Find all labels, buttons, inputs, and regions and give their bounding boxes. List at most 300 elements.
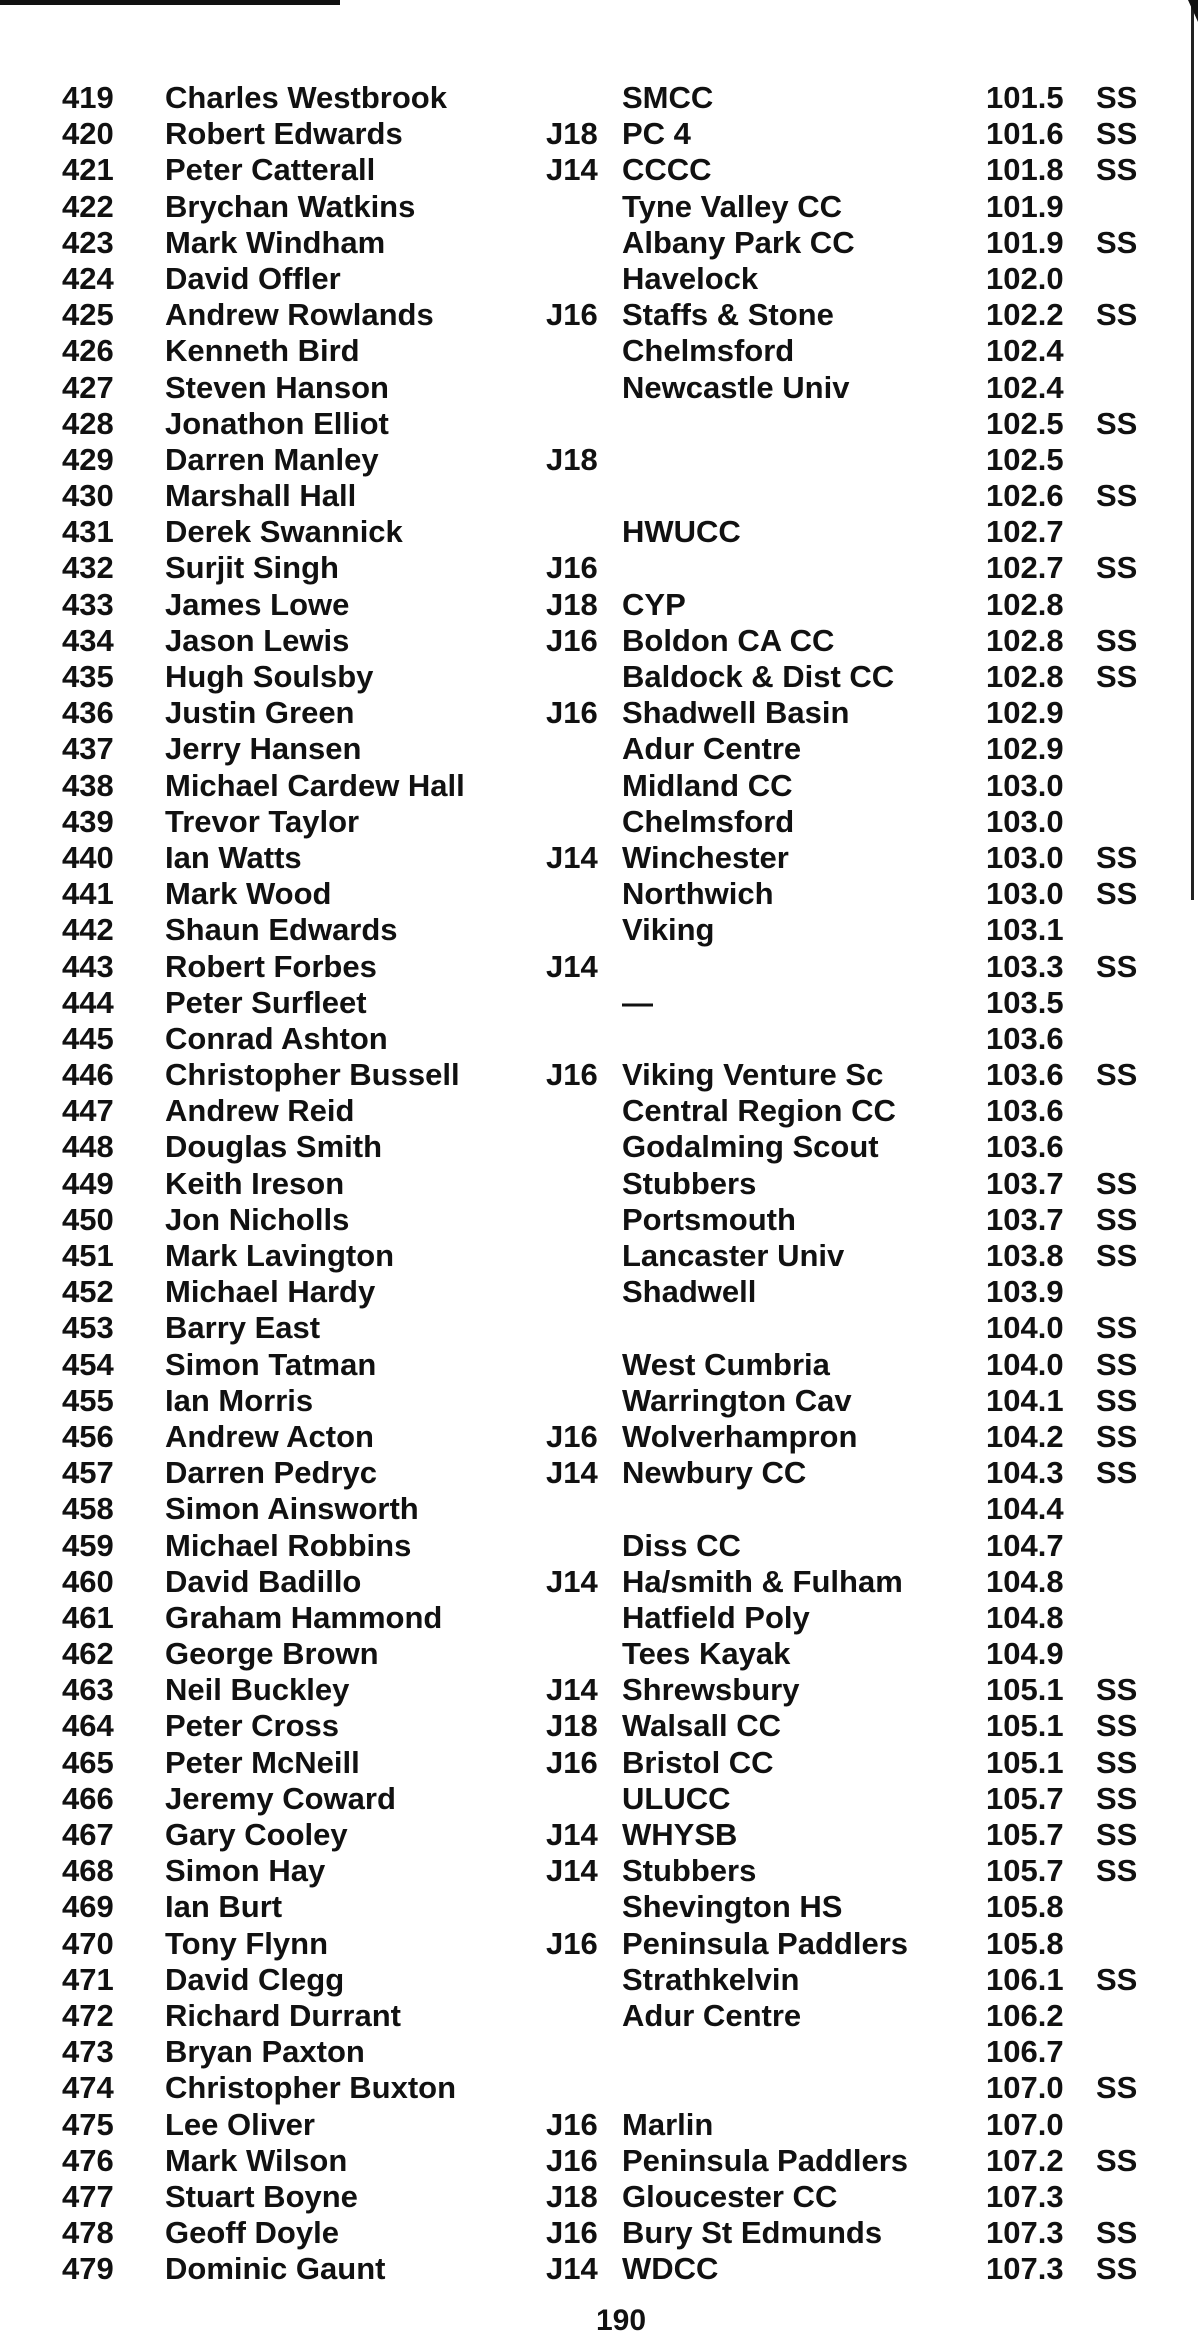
- result-time: 104.9: [986, 1636, 1064, 1672]
- age-category: J16: [546, 622, 598, 658]
- age-category: J18: [546, 116, 598, 152]
- position-number: 456: [62, 1418, 114, 1454]
- competitor-name: Trevor Taylor: [165, 803, 360, 839]
- status-flag: SS: [1096, 839, 1138, 875]
- result-time: 102.5: [986, 441, 1064, 477]
- position-number: 446: [62, 1057, 114, 1093]
- club-name: ULUCC: [622, 1780, 731, 1816]
- club-name: Shrewsbury: [622, 1672, 800, 1708]
- result-row: [0, 80, 1200, 116]
- result-row: [0, 514, 1200, 550]
- position-number: 457: [62, 1455, 114, 1491]
- result-time: 102.0: [986, 260, 1064, 296]
- position-number: 431: [62, 514, 114, 550]
- status-flag: SS: [1096, 152, 1138, 188]
- club-name: CCCC: [622, 152, 712, 188]
- position-number: 447: [62, 1093, 114, 1129]
- result-row: [0, 2143, 1200, 2179]
- result-row: [0, 1781, 1200, 1817]
- competitor-name: David Offler: [165, 260, 341, 296]
- age-category: J16: [546, 1925, 598, 1961]
- competitor-name: Peter Catterall: [165, 152, 376, 188]
- position-number: 476: [62, 2142, 114, 2178]
- competitor-name: Peter Cross: [165, 1708, 340, 1744]
- result-row: [0, 1889, 1200, 1925]
- competitor-name: Barry East: [165, 1310, 321, 1346]
- result-row: [0, 152, 1200, 188]
- club-name: HWUCC: [622, 514, 741, 550]
- position-number: 436: [62, 695, 114, 731]
- position-number: 419: [62, 80, 114, 115]
- club-name: Diss CC: [622, 1527, 741, 1563]
- corner-mark: [1188, 0, 1198, 22]
- result-time: 107.2: [986, 2142, 1064, 2178]
- club-name: Hatfield Poly: [622, 1599, 810, 1635]
- age-category: J14: [546, 948, 598, 984]
- result-row: [0, 189, 1200, 225]
- result-row: [0, 587, 1200, 623]
- result-row: [0, 1636, 1200, 1672]
- position-number: 472: [62, 1997, 114, 2033]
- club-name: Stubbers: [622, 1165, 757, 1201]
- result-row: [0, 1491, 1200, 1527]
- result-row: [0, 2251, 1200, 2287]
- age-category: J14: [546, 1672, 598, 1708]
- position-number: 479: [62, 2251, 114, 2287]
- status-flag: SS: [1096, 116, 1138, 152]
- age-category: J14: [546, 1817, 598, 1852]
- position-number: 471: [62, 1961, 114, 1997]
- result-row: [0, 1238, 1200, 1274]
- result-row: [0, 261, 1200, 297]
- competitor-name: Mark Lavington: [165, 1238, 395, 1273]
- competitor-name: Mark Wilson: [165, 2142, 348, 2178]
- result-time: 103.7: [986, 1165, 1064, 1201]
- result-time: 104.0: [986, 1346, 1064, 1382]
- result-row: [0, 1564, 1200, 1600]
- result-row: [0, 2034, 1200, 2070]
- competitor-name: Richard Durrant: [165, 1997, 401, 2033]
- competitor-name: Michael Hardy: [165, 1274, 376, 1310]
- club-name: PC 4: [622, 116, 691, 152]
- competitor-name: Dominic Gaunt: [165, 2251, 386, 2287]
- position-number: 427: [62, 369, 114, 405]
- result-row: [0, 985, 1200, 1021]
- result-time: 104.0: [986, 1310, 1064, 1346]
- position-number: 428: [62, 405, 114, 441]
- position-number: 475: [62, 2106, 114, 2142]
- result-row: [0, 912, 1200, 948]
- club-name: WHYSB: [622, 1817, 738, 1852]
- position-number: 452: [62, 1274, 114, 1310]
- club-name: —: [622, 984, 653, 1020]
- result-time: 107.3: [986, 2215, 1064, 2251]
- position-number: 425: [62, 297, 114, 333]
- age-category: J16: [546, 2142, 598, 2178]
- competitor-name: James Lowe: [165, 586, 350, 622]
- result-row: [0, 1093, 1200, 1129]
- result-time: 103.6: [986, 1020, 1064, 1056]
- result-row: [0, 623, 1200, 659]
- age-category: J16: [546, 550, 598, 586]
- position-number: 423: [62, 224, 114, 260]
- club-name: CYP: [622, 586, 686, 622]
- status-flag: SS: [1096, 1817, 1138, 1852]
- competitor-name: Michael Cardew Hall: [165, 767, 465, 803]
- club-name: Lancaster Univ: [622, 1238, 845, 1273]
- result-time: 106.7: [986, 2034, 1064, 2070]
- competitor-name: Marshall Hall: [165, 478, 357, 514]
- result-time: 104.4: [986, 1491, 1064, 1527]
- result-time: 102.6: [986, 478, 1064, 514]
- result-time: 102.2: [986, 297, 1064, 333]
- status-flag: SS: [1096, 876, 1138, 912]
- result-row: [0, 225, 1200, 261]
- age-category: J16: [546, 297, 598, 333]
- club-name: Bristol CC: [622, 1744, 774, 1780]
- result-time: 104.8: [986, 1599, 1064, 1635]
- result-row: [0, 1962, 1200, 1998]
- club-name: Tees Kayak: [622, 1636, 791, 1672]
- age-category: J14: [546, 152, 598, 188]
- club-name: Wolverhampron: [622, 1418, 858, 1454]
- status-flag: SS: [1096, 1961, 1138, 1997]
- position-number: 459: [62, 1527, 114, 1563]
- club-name: Winchester: [622, 839, 789, 875]
- result-time: 102.8: [986, 622, 1064, 658]
- competitor-name: Shaun Edwards: [165, 912, 398, 948]
- status-flag: SS: [1096, 948, 1138, 984]
- position-number: 451: [62, 1238, 114, 1273]
- result-row: [0, 1528, 1200, 1564]
- result-row: [0, 1057, 1200, 1093]
- competitor-name: Steven Hanson: [165, 369, 389, 405]
- result-time: 105.8: [986, 1925, 1064, 1961]
- position-number: 443: [62, 948, 114, 984]
- result-row: [0, 768, 1200, 804]
- top-rule: [0, 0, 340, 5]
- position-number: 474: [62, 2070, 114, 2106]
- result-row: [0, 1455, 1200, 1491]
- competitor-name: Neil Buckley: [165, 1672, 350, 1708]
- competitor-name: Jeremy Coward: [165, 1780, 396, 1816]
- competitor-name: Mark Windham: [165, 224, 386, 260]
- position-number: 455: [62, 1382, 114, 1418]
- result-row: [0, 659, 1200, 695]
- club-name: Shadwell: [622, 1274, 757, 1310]
- competitor-name: Ian Burt: [165, 1889, 283, 1925]
- position-number: 424: [62, 260, 114, 296]
- club-name: Viking: [622, 912, 715, 948]
- club-name: Peninsula Paddlers: [622, 1925, 908, 1961]
- age-category: J16: [546, 2106, 598, 2142]
- result-row: [0, 2179, 1200, 2215]
- age-category: J16: [546, 1057, 598, 1093]
- result-time: 103.1: [986, 912, 1064, 948]
- club-name: Newcastle Univ: [622, 369, 850, 405]
- result-row: [0, 1166, 1200, 1202]
- club-name: Bury St Edmunds: [622, 2215, 883, 2251]
- club-name: Godalming Scout: [622, 1129, 879, 1165]
- age-category: J14: [546, 1853, 598, 1889]
- position-number: 421: [62, 152, 114, 188]
- position-number: 462: [62, 1636, 114, 1672]
- result-row: [0, 2070, 1200, 2106]
- club-name: Peninsula Paddlers: [622, 2142, 908, 2178]
- competitor-name: Stuart Boyne: [165, 2178, 358, 2214]
- competitor-name: Ian Watts: [165, 839, 302, 875]
- status-flag: SS: [1096, 1708, 1138, 1744]
- result-row: [0, 1998, 1200, 2034]
- position-number: 466: [62, 1780, 114, 1816]
- status-flag: SS: [1096, 1780, 1138, 1816]
- competitor-name: David Clegg: [165, 1961, 345, 1997]
- status-flag: SS: [1096, 2215, 1138, 2251]
- result-row: [0, 333, 1200, 369]
- result-time: 103.7: [986, 1201, 1064, 1237]
- club-name: Chelmsford: [622, 333, 795, 369]
- status-flag: SS: [1096, 478, 1138, 514]
- age-category: J18: [546, 586, 598, 622]
- competitor-name: Simon Tatman: [165, 1346, 377, 1382]
- result-row: [0, 695, 1200, 731]
- result-time: 101.6: [986, 116, 1064, 152]
- competitor-name: Tony Flynn: [165, 1925, 329, 1961]
- competitor-name: Robert Forbes: [165, 948, 377, 984]
- competitor-name: Peter Surfleet: [165, 984, 367, 1020]
- result-time: 101.5: [986, 80, 1064, 115]
- club-name: Tyne Valley CC: [622, 188, 842, 224]
- result-row: [0, 1310, 1200, 1346]
- result-time: 107.0: [986, 2106, 1064, 2142]
- result-row: [0, 1021, 1200, 1057]
- position-number: 439: [62, 803, 114, 839]
- result-time: 102.9: [986, 731, 1064, 767]
- competitor-name: Robert Edwards: [165, 116, 403, 152]
- competitor-name: Jon Nicholls: [165, 1201, 350, 1237]
- status-flag: SS: [1096, 1057, 1138, 1093]
- result-time: 103.0: [986, 767, 1064, 803]
- competitor-name: Bryan Paxton: [165, 2034, 365, 2070]
- result-row: [0, 1274, 1200, 1310]
- result-time: 106.1: [986, 1961, 1064, 1997]
- result-time: 107.3: [986, 2178, 1064, 2214]
- result-time: 102.9: [986, 695, 1064, 731]
- position-number: 478: [62, 2215, 114, 2251]
- status-flag: SS: [1096, 297, 1138, 333]
- club-name: Havelock: [622, 260, 759, 296]
- club-name: Portsmouth: [622, 1201, 796, 1237]
- position-number: 453: [62, 1310, 114, 1346]
- competitor-name: George Brown: [165, 1636, 379, 1672]
- position-number: 426: [62, 333, 114, 369]
- status-flag: SS: [1096, 1744, 1138, 1780]
- competitor-name: Charles Westbrook: [165, 80, 447, 115]
- position-number: 437: [62, 731, 114, 767]
- age-category: J16: [546, 695, 598, 731]
- result-time: 105.7: [986, 1817, 1064, 1852]
- result-time: 103.6: [986, 1129, 1064, 1165]
- club-name: Midland CC: [622, 767, 793, 803]
- age-category: J18: [546, 1708, 598, 1744]
- result-time: 103.5: [986, 984, 1064, 1020]
- result-row: [0, 442, 1200, 478]
- position-number: 420: [62, 116, 114, 152]
- result-time: 102.7: [986, 514, 1064, 550]
- result-row: [0, 1129, 1200, 1165]
- club-name: Chelmsford: [622, 803, 795, 839]
- club-name: Newbury CC: [622, 1455, 807, 1491]
- age-category: J14: [546, 2251, 598, 2287]
- result-row: [0, 2215, 1200, 2251]
- club-name: SMCC: [622, 80, 714, 115]
- position-number: 458: [62, 1491, 114, 1527]
- competitor-name: Derek Swannick: [165, 514, 403, 550]
- status-flag: SS: [1096, 1382, 1138, 1418]
- club-name: Viking Venture Sc: [622, 1057, 884, 1093]
- result-row: [0, 550, 1200, 586]
- competitor-name: Michael Robbins: [165, 1527, 412, 1563]
- age-category: J16: [546, 1418, 598, 1454]
- status-flag: SS: [1096, 1418, 1138, 1454]
- competitor-name: Surjit Singh: [165, 550, 339, 586]
- result-time: 107.0: [986, 2070, 1064, 2106]
- competitor-name: Simon Ainsworth: [165, 1491, 419, 1527]
- result-row: [0, 1926, 1200, 1962]
- result-time: 105.1: [986, 1672, 1064, 1708]
- status-flag: SS: [1096, 1455, 1138, 1491]
- result-row: [0, 804, 1200, 840]
- result-row: [0, 116, 1200, 152]
- result-time: 101.8: [986, 152, 1064, 188]
- position-number: 464: [62, 1708, 114, 1744]
- club-name: Strathkelvin: [622, 1961, 800, 1997]
- position-number: 444: [62, 984, 114, 1020]
- competitor-name: Hugh Soulsby: [165, 659, 374, 694]
- result-row: [0, 1817, 1200, 1853]
- status-flag: SS: [1096, 2142, 1138, 2178]
- competitor-name: Jason Lewis: [165, 622, 350, 658]
- result-time: 102.5: [986, 405, 1064, 441]
- position-number: 449: [62, 1165, 114, 1201]
- status-flag: SS: [1096, 550, 1138, 586]
- position-number: 465: [62, 1744, 114, 1780]
- result-row: [0, 370, 1200, 406]
- result-row: [0, 1383, 1200, 1419]
- page-number: 190: [596, 2304, 647, 2337]
- club-name: West Cumbria: [622, 1346, 830, 1382]
- club-name: Shadwell Basin: [622, 695, 850, 731]
- age-category: J18: [546, 2178, 598, 2214]
- result-time: 104.7: [986, 1527, 1064, 1563]
- competitor-name: Conrad Ashton: [165, 1020, 388, 1056]
- result-time: 104.3: [986, 1455, 1064, 1491]
- result-row: [0, 1745, 1200, 1781]
- result-time: 107.3: [986, 2251, 1064, 2287]
- result-time: 103.8: [986, 1238, 1064, 1273]
- position-number: 432: [62, 550, 114, 586]
- competitor-name: Darren Pedryc: [165, 1455, 377, 1491]
- age-category: J14: [546, 839, 598, 875]
- competitor-name: Geoff Doyle: [165, 2215, 339, 2251]
- position-number: 433: [62, 586, 114, 622]
- position-number: 460: [62, 1563, 114, 1599]
- result-time: 103.9: [986, 1274, 1064, 1310]
- position-number: 442: [62, 912, 114, 948]
- status-flag: SS: [1096, 405, 1138, 441]
- position-number: 435: [62, 659, 114, 694]
- competitor-name: Andrew Acton: [165, 1418, 374, 1454]
- position-number: 473: [62, 2034, 114, 2070]
- result-row: [0, 876, 1200, 912]
- result-row: [0, 297, 1200, 333]
- result-time: 103.0: [986, 803, 1064, 839]
- competitor-name: Andrew Reid: [165, 1093, 355, 1129]
- status-flag: SS: [1096, 1238, 1138, 1273]
- position-number: 454: [62, 1346, 114, 1382]
- position-number: 441: [62, 876, 114, 912]
- competitor-name: Lee Oliver: [165, 2106, 315, 2142]
- result-row: [0, 1419, 1200, 1455]
- club-name: WDCC: [622, 2251, 719, 2287]
- club-name: Marlin: [622, 2106, 714, 2142]
- competitor-name: Jonathon Elliot: [165, 405, 389, 441]
- result-time: 102.7: [986, 550, 1064, 586]
- position-number: 469: [62, 1889, 114, 1925]
- position-number: 461: [62, 1599, 114, 1635]
- position-number: 438: [62, 767, 114, 803]
- position-number: 477: [62, 2178, 114, 2214]
- position-number: 467: [62, 1817, 114, 1852]
- club-name: Walsall CC: [622, 1708, 782, 1744]
- club-name: Stubbers: [622, 1853, 757, 1889]
- club-name: Warrington Cav: [622, 1382, 852, 1418]
- position-number: 440: [62, 839, 114, 875]
- position-number: 434: [62, 622, 114, 658]
- position-number: 429: [62, 441, 114, 477]
- competitor-name: Darren Manley: [165, 441, 379, 477]
- result-row: [0, 478, 1200, 514]
- competitor-name: Keith Ireson: [165, 1165, 345, 1201]
- position-number: 422: [62, 188, 114, 224]
- status-flag: SS: [1096, 1672, 1138, 1708]
- result-time: 103.0: [986, 839, 1064, 875]
- result-time: 103.3: [986, 948, 1064, 984]
- club-name: Adur Centre: [622, 1997, 802, 2033]
- result-time: 104.2: [986, 1418, 1064, 1454]
- status-flag: SS: [1096, 622, 1138, 658]
- results-list: [0, 80, 1200, 2287]
- status-flag: SS: [1096, 1310, 1138, 1346]
- result-row: [0, 731, 1200, 767]
- club-name: Central Region CC: [622, 1093, 896, 1129]
- result-time: 103.0: [986, 876, 1064, 912]
- competitor-name: Graham Hammond: [165, 1599, 443, 1635]
- result-time: 103.6: [986, 1057, 1064, 1093]
- result-row: [0, 1853, 1200, 1889]
- status-flag: SS: [1096, 1201, 1138, 1237]
- status-flag: SS: [1096, 1853, 1138, 1889]
- result-row: [0, 406, 1200, 442]
- position-number: 448: [62, 1129, 114, 1165]
- result-row: [0, 1600, 1200, 1636]
- result-time: 104.1: [986, 1382, 1064, 1418]
- competitor-name: Ian Morris: [165, 1382, 314, 1418]
- position-number: 430: [62, 478, 114, 514]
- competitor-name: Mark Wood: [165, 876, 332, 912]
- club-name: Baldock & Dist CC: [622, 659, 895, 694]
- club-name: Boldon CA CC: [622, 622, 835, 658]
